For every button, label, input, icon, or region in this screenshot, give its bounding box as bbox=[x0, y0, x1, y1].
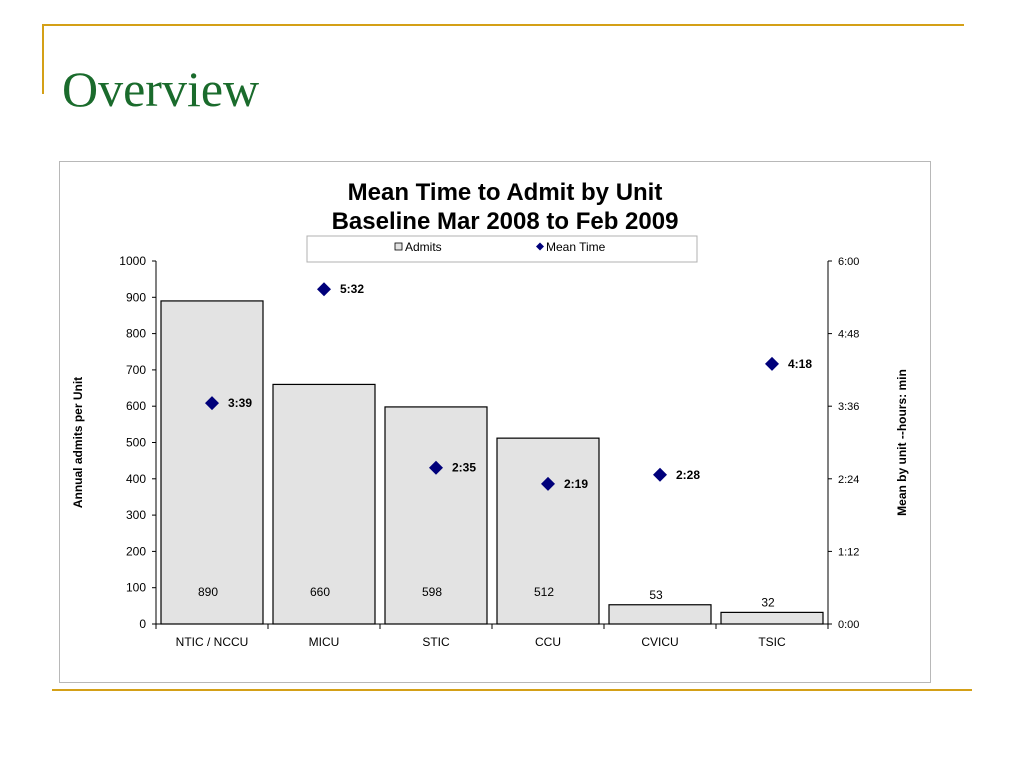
right-axis-tick-label: 2:24 bbox=[838, 473, 860, 486]
right-axis-tick-label: 3:36 bbox=[838, 401, 860, 414]
left-axis-tick-label: 800 bbox=[125, 326, 146, 341]
admits-data-label: 660 bbox=[309, 585, 331, 599]
chart-title: Mean Time to Admit by Unit bbox=[347, 179, 663, 206]
bottom-rule bbox=[52, 689, 972, 691]
x-axis-category-label: MICU bbox=[308, 635, 340, 649]
x-axis-category-label: CCU bbox=[535, 635, 561, 649]
right-axis-tick-label: 1:12 bbox=[838, 546, 860, 559]
left-axis-tick-label: 200 bbox=[125, 544, 146, 559]
plot-area bbox=[71, 254, 909, 649]
left-axis-tick-label: 100 bbox=[125, 580, 146, 595]
left-rule bbox=[42, 24, 44, 94]
admits-bar bbox=[609, 605, 711, 624]
mean-time-data-label: 5:32 bbox=[340, 282, 365, 297]
legend-box bbox=[307, 236, 697, 262]
admits-data-label: 32 bbox=[761, 595, 775, 610]
x-axis-category-label: CVICU bbox=[641, 635, 679, 649]
mean-time-data-label: 2:19 bbox=[564, 476, 589, 491]
left-axis-tick-label: 900 bbox=[125, 290, 146, 305]
chart-legend bbox=[307, 236, 697, 262]
mean-time-marker bbox=[653, 468, 667, 482]
admits-bar bbox=[161, 301, 263, 624]
admits-data-label: 53 bbox=[649, 587, 663, 602]
mean-time-data-label: 3:39 bbox=[228, 396, 253, 411]
left-axis-tick-label: 700 bbox=[125, 362, 146, 377]
chart bbox=[60, 162, 930, 682]
admits-bar bbox=[721, 612, 823, 624]
mean-time-marker bbox=[765, 357, 779, 371]
top-rule bbox=[42, 24, 964, 26]
mean-time-data-label: 4:18 bbox=[788, 356, 813, 371]
left-axis-tick-label: 400 bbox=[125, 471, 146, 486]
legend-mean-time-label: Mean Time bbox=[546, 240, 606, 254]
left-axis-tick-label: 500 bbox=[125, 435, 146, 450]
right-axis-tick-label: 4:48 bbox=[838, 328, 860, 341]
admits-data-label: 598 bbox=[421, 585, 443, 599]
mean-time-data-label: 2:35 bbox=[452, 460, 477, 475]
admits-data-label: 512 bbox=[533, 585, 555, 599]
chart-subtitle: Baseline Mar 2008 to Feb 2009 bbox=[331, 208, 679, 235]
x-axis-category-label: STIC bbox=[422, 635, 450, 649]
admits-data-label: 890 bbox=[197, 585, 219, 599]
slide-title: Overview bbox=[62, 61, 260, 117]
left-axis-title: Annual admits per Unit bbox=[71, 376, 85, 509]
left-axis-tick-label: 1000 bbox=[119, 254, 146, 268]
chart-frame bbox=[59, 161, 931, 683]
left-axis-tick-label: 600 bbox=[125, 399, 146, 414]
right-axis-title: Mean by unit --hours: min bbox=[895, 369, 909, 516]
legend-admits-swatch bbox=[395, 243, 402, 250]
x-axis-category-label: TSIC bbox=[758, 635, 786, 649]
right-axis-tick-label: 0:00 bbox=[838, 619, 860, 631]
left-axis-tick-label: 0 bbox=[139, 617, 146, 631]
left-axis-tick-label: 300 bbox=[125, 508, 146, 523]
mean-time-marker bbox=[317, 282, 331, 296]
right-axis-tick-label: 6:00 bbox=[838, 256, 860, 268]
x-axis-category-label: NTIC / NCCU bbox=[175, 635, 249, 649]
legend-admits-label: Admits bbox=[405, 240, 442, 254]
mean-time-data-label: 2:28 bbox=[676, 467, 701, 482]
